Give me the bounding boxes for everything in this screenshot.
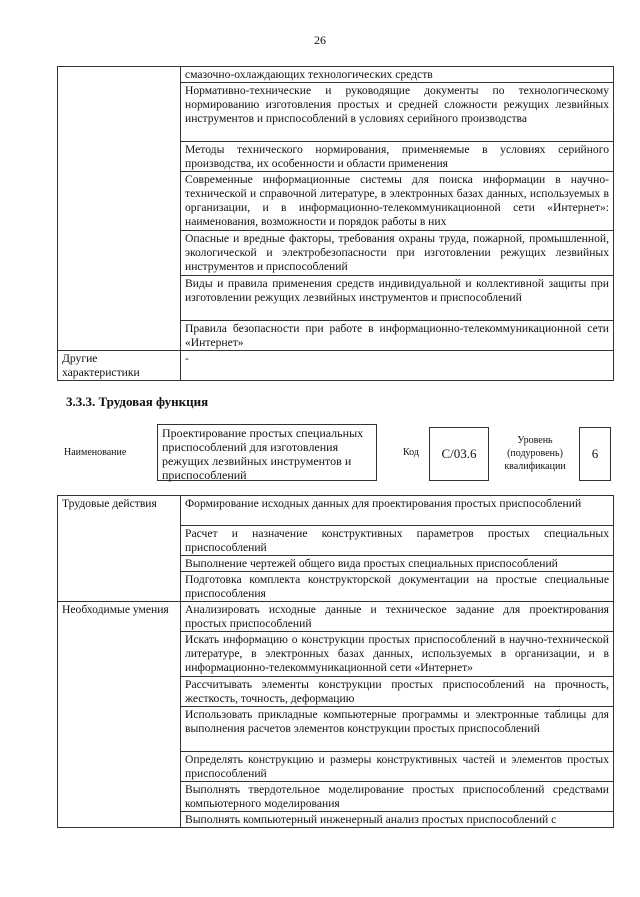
knowledge-item: Методы технического нормирования, применяемые в условиях серийного производства, их особенности и области применения bbox=[181, 142, 614, 172]
required-skills-label: Необходимые умения bbox=[58, 602, 181, 828]
other-characteristics-label: Другие характеристики bbox=[58, 351, 181, 381]
qualification-level-label: Уровень (подуровень) квалификации bbox=[504, 435, 566, 472]
skill-item: Определять конструкцию и размеры конструктивных частей и элементов простых приспособлений bbox=[181, 752, 614, 782]
labor-function-header bbox=[57, 424, 613, 484]
knowledge-item: Современные информационные системы для поиска информации в научно-технической и справочной литературе, в электронных базах данных, используемых в организации, и в информационно-телекоммуникационной сети «Интернет»: наименования, возможности и порядок работы в них bbox=[181, 172, 614, 231]
code-label: Код bbox=[403, 447, 419, 458]
skill-item: Выполнять твердотельное моделирование простых приспособлений средствами компьютерного моделирования bbox=[181, 782, 614, 812]
knowledge-table bbox=[57, 66, 614, 381]
other-characteristics-value: - bbox=[181, 351, 614, 381]
skill-item: Выполнять компьютерный инженерный анализ простых приспособлений с bbox=[181, 812, 614, 828]
labor-action-item: Расчет и назначение конструктивных параметров простых специальных приспособлений bbox=[181, 526, 614, 556]
section-heading: 3.3.3. Трудовая функция bbox=[66, 394, 209, 409]
name-label: Наименование bbox=[64, 447, 127, 458]
function-code-box: C/03.6 bbox=[429, 427, 489, 481]
page-number: 26 bbox=[314, 33, 326, 47]
skill-item: Анализировать исходные данные и техническое задание для проектирования простых приспособлений bbox=[181, 602, 614, 632]
knowledge-item: Нормативно-технические и руководящие документы по технологическому нормированию изготовления простых и средней сложности режущих лезвийных инструментов и приспособлений в условиях серийного производства bbox=[181, 83, 614, 142]
labor-actions-label: Трудовые действия bbox=[58, 496, 181, 602]
knowledge-item: Правила безопасности при работе в информационно-телекоммуникационной сети «Интернет» bbox=[181, 321, 614, 351]
function-details-table bbox=[57, 495, 614, 828]
knowledge-item: Виды и правила применения средств индивидуальной и коллективной защиты при изготовлении режущих лезвийных инструментов и приспособлений bbox=[181, 276, 614, 321]
skill-item: Искать информацию о конструкции простых приспособлений в научно-технической литературе, в электронных базах данных, используемых в организации, и в информационно-телекоммуникационной сети «Интернет» bbox=[181, 632, 614, 677]
function-name-box: Проектирование простых специальных приспособлений для изготовления режущих лезвийных инструментов и приспособлений bbox=[157, 424, 377, 481]
labor-action-item: Формирование исходных данных для проектирования простых приспособлений bbox=[181, 496, 614, 526]
labor-action-item: Подготовка комплекта конструкторской документации на простые специальные приспособления bbox=[181, 572, 614, 602]
labor-action-item: Выполнение чертежей общего вида простых специальных приспособлений bbox=[181, 556, 614, 572]
qualification-level-box: 6 bbox=[579, 427, 611, 481]
knowledge-item: смазочно-охлаждающих технологических средств bbox=[181, 67, 614, 83]
knowledge-label-cell bbox=[58, 67, 181, 351]
skill-item: Использовать прикладные компьютерные программы и электронные таблицы для выполнения расчетов элементов конструкции простых приспособлений bbox=[181, 707, 614, 752]
skill-item: Рассчитывать элементы конструкции простых приспособлений на прочность, жесткость, точность, деформацию bbox=[181, 677, 614, 707]
knowledge-item: Опасные и вредные факторы, требования охраны труда, пожарной, промышленной, экологической и электробезопасности при изготовлении режущих лезвийных инструментов и приспособлений bbox=[181, 231, 614, 276]
